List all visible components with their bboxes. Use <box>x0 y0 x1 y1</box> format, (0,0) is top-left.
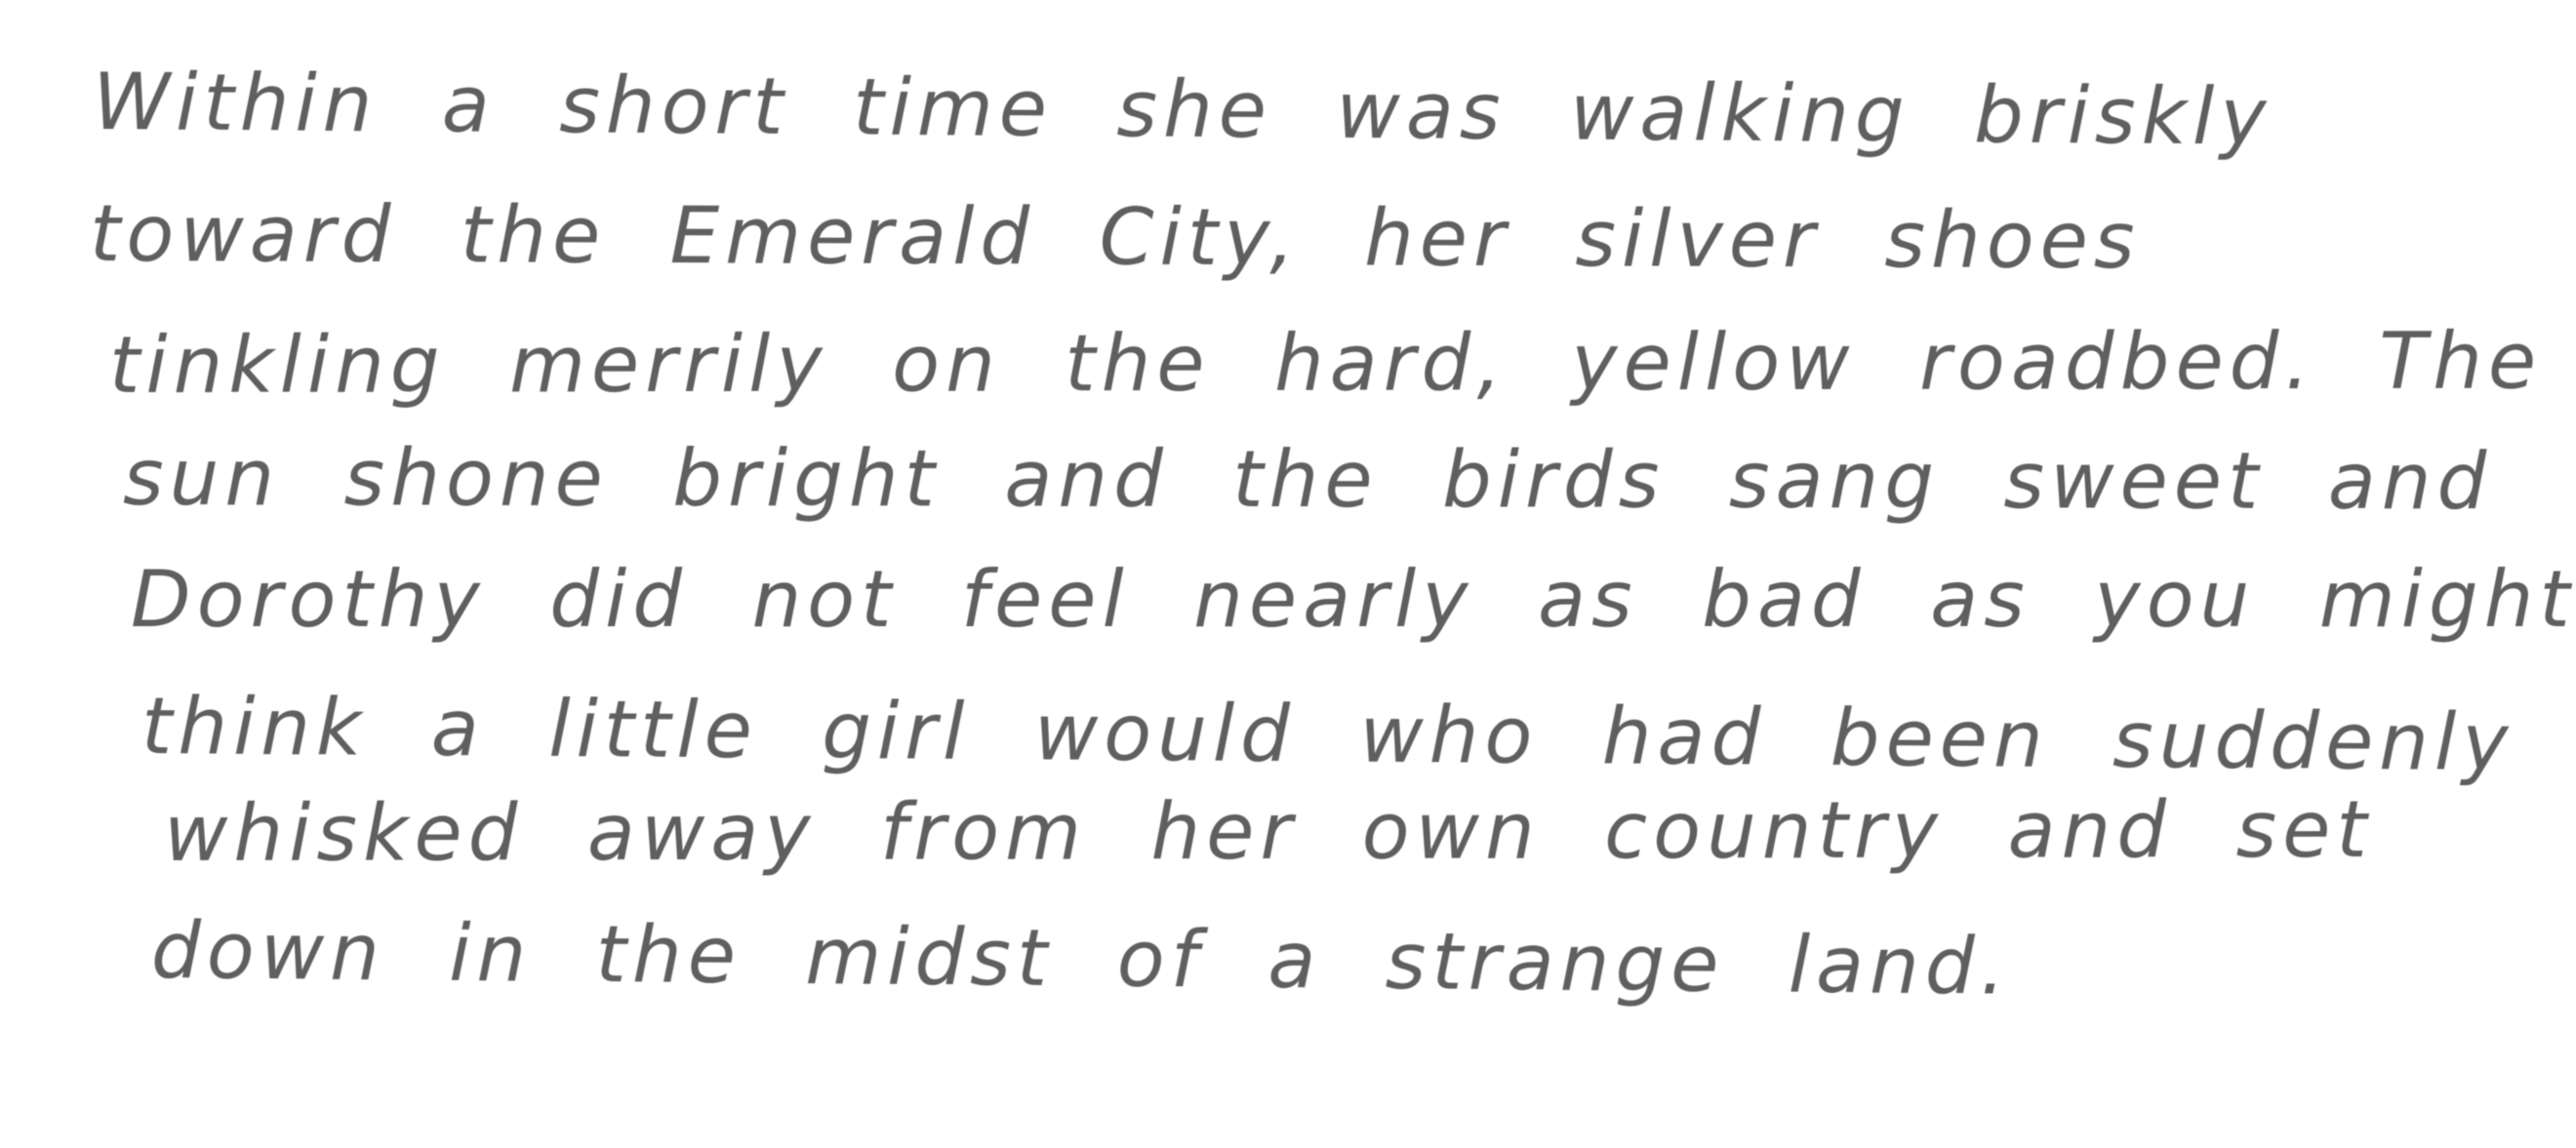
handwriting-line-1: Within a short time she was walking briskly <box>92 57 2273 163</box>
handwriting-line-8: down in the midst of a strange land. <box>150 905 2012 1012</box>
handwriting-line-6: think a little girl would who had been suddenly <box>141 681 2515 788</box>
handwriting-line-7: whisked away from her own country and set <box>163 784 2373 879</box>
handwriting-line-5: Dorothy did not feel nearly as bad as you might <box>131 554 2576 645</box>
handwriting-line-4: sun shone bright and the birds sang sweet and <box>122 432 2493 528</box>
handwriting-line-3: tinkling merrily on the hard, yellow roadbed. The <box>108 315 2543 411</box>
handwriting-line-2: toward the Emerald City, her silver shoes <box>89 188 2141 287</box>
